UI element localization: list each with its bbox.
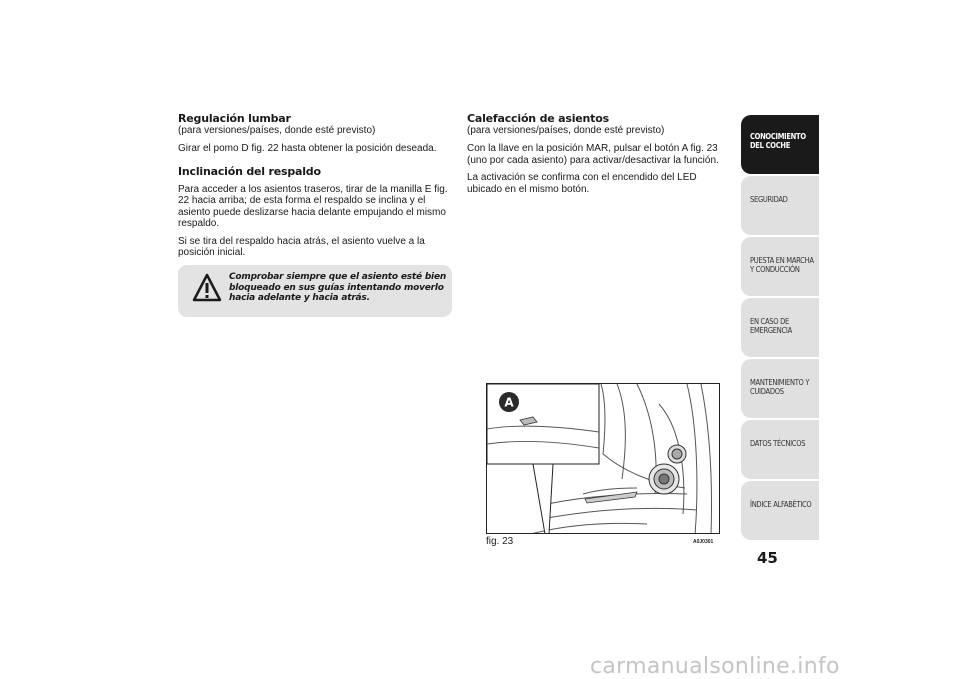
warning-triangle-icon — [192, 273, 222, 303]
seat-heating-figure — [486, 383, 720, 534]
lumbar-title: Regulación lumbar — [178, 112, 291, 125]
tab-mantenimiento[interactable]: MANTENIMIENTO Y CUIDADOS — [741, 359, 819, 418]
tab-datos-tecnicos[interactable]: DATOS TÉCNICOS — [741, 420, 819, 479]
figure-caption: fig. 23 — [486, 536, 514, 547]
lumbar-subtitle: (para versiones/países, donde esté previsto) — [178, 125, 376, 136]
heating-subtitle: (para versiones/países, donde esté previsto) — [467, 125, 665, 136]
watermark: carmanualsonline.info — [590, 654, 840, 679]
tab-seguridad[interactable]: SEGURIDAD — [741, 176, 819, 235]
figure-code: A0J0301 — [693, 539, 714, 545]
warning-box — [178, 265, 452, 317]
chapter-tabs — [741, 115, 819, 542]
marker-a: A — [504, 395, 514, 410]
page-number: 45 — [757, 549, 778, 567]
backrest-p1: Para acceder a los asientos traseros, tirar de la manilla E fig. 22 hacia arriba; de esta forma el respaldo se inclina y el asiento puede deslizarse hacia delante empujando el mismo respaldo. — [178, 183, 448, 229]
left-column — [178, 112, 454, 265]
backrest-p2: Si se tira del respaldo hacia atrás, el asiento vuelve a la posición inicial. — [178, 235, 425, 258]
backrest-title: Inclinación del respaldo — [178, 164, 321, 178]
tab-emergencia[interactable]: EN CASO DE EMERGENCIA — [741, 298, 819, 357]
lumbar-body: Girar el pomo D fig. 22 hasta obtener la posición deseada. — [178, 143, 437, 154]
warning-text: Comprobar siempre que el asiento esté bien bloqueado en sus guías intentando moverlo hacia adelante y hacia atrás. — [229, 272, 447, 303]
tab-puesta-en-marcha[interactable]: PUESTA EN MARCHA Y CONDUCCIÓN — [741, 237, 819, 296]
heating-p2: La activación se confirma con el encendido del LED ubicado en el mismo botón. — [467, 172, 697, 195]
tab-conocimiento[interactable]: CONOCIMIENTO DEL COCHE — [741, 115, 819, 174]
heating-title: Calefacción de asientos — [467, 112, 609, 125]
heating-p1: Con la llave en la posición MAR, pulsar el botón A fig. 23 (uno por cada asiento) para activar/desactivar la función. — [467, 143, 719, 166]
seat-illustration — [487, 384, 720, 534]
right-column — [467, 112, 731, 201]
tab-indice[interactable]: ÍNDICE ALFABÉTICO — [741, 481, 819, 540]
